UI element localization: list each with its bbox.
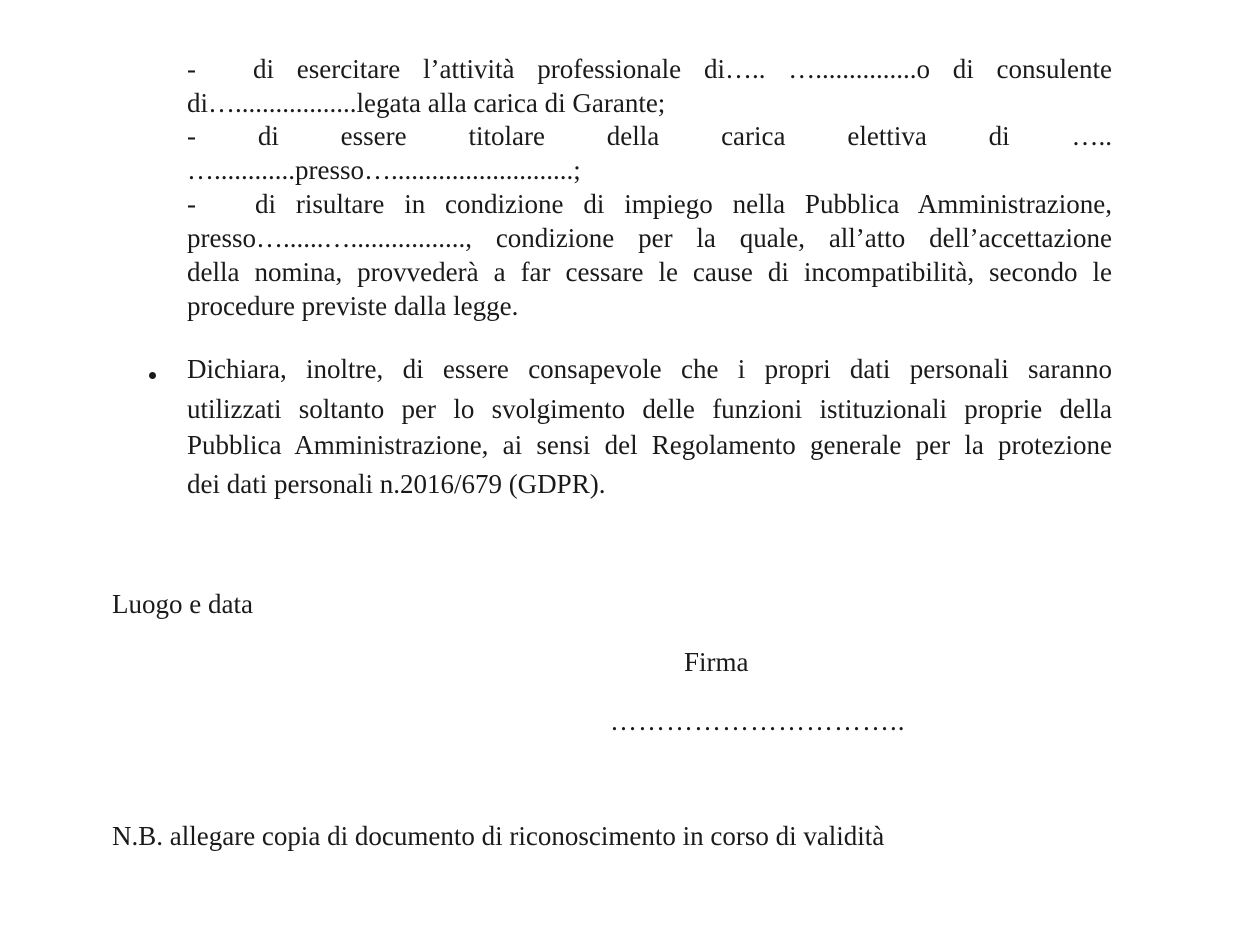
item-3-line-4: procedure previste dalla legge. — [187, 291, 519, 321]
item-2-word: elettiva — [847, 121, 927, 151]
document-note: N.B. allegare copia di documento di riconoscimento in corso di validità — [112, 821, 885, 851]
item-2-word: di — [257, 121, 279, 151]
bullet-icon — [149, 358, 159, 368]
item-3-line-1: di risultare in condizione di impiego nella Pubblica Amministrazione, — [255, 189, 1112, 219]
signature-line: ………………………….. — [610, 706, 906, 736]
item-2-word: essere — [340, 121, 407, 151]
item-3-line-3: della nomina, provvederà a far cessare le cause di incompatibilità, secondo le — [187, 257, 1112, 287]
item-2-word: di — [988, 121, 1010, 151]
declaration-line-2: utilizzati soltanto per lo svolgimento delle funzioni istituzionali proprie della — [187, 394, 1112, 424]
declaration-line-4: dei dati personali n.2016/679 (GDPR). — [187, 469, 606, 499]
declaration-line-1: Dichiara, inoltre, di essere consapevole che i propri dati personali saranno — [187, 354, 1112, 384]
item-2-word: carica — [721, 121, 786, 151]
list-dash: - — [187, 54, 196, 84]
item-1-line-1: di esercitare l’attività professionale di….. …...............o di consulente — [253, 54, 1112, 84]
signature-label: Firma — [684, 647, 749, 677]
list-dash: - — [187, 189, 196, 219]
item-2-line-2: …............presso…...........................; — [187, 155, 581, 185]
list-dash: - — [187, 121, 196, 151]
item-1-line-2: di…..................legata alla carica di Garante; — [187, 88, 666, 118]
declaration-line-3: Pubblica Amministrazione, ai sensi del Regolamento generale per la protezione — [187, 430, 1112, 460]
item-2-word: titolare — [468, 121, 545, 151]
place-date-label: Luogo e data — [112, 589, 253, 619]
item-2-line-1 — [187, 119, 1112, 153]
item-2-word: ….. — [1071, 121, 1112, 151]
item-3-line-2: presso…......…................., condizione per la quale, all’atto dell’accettazione — [187, 223, 1112, 253]
item-2-word: della — [606, 121, 660, 151]
